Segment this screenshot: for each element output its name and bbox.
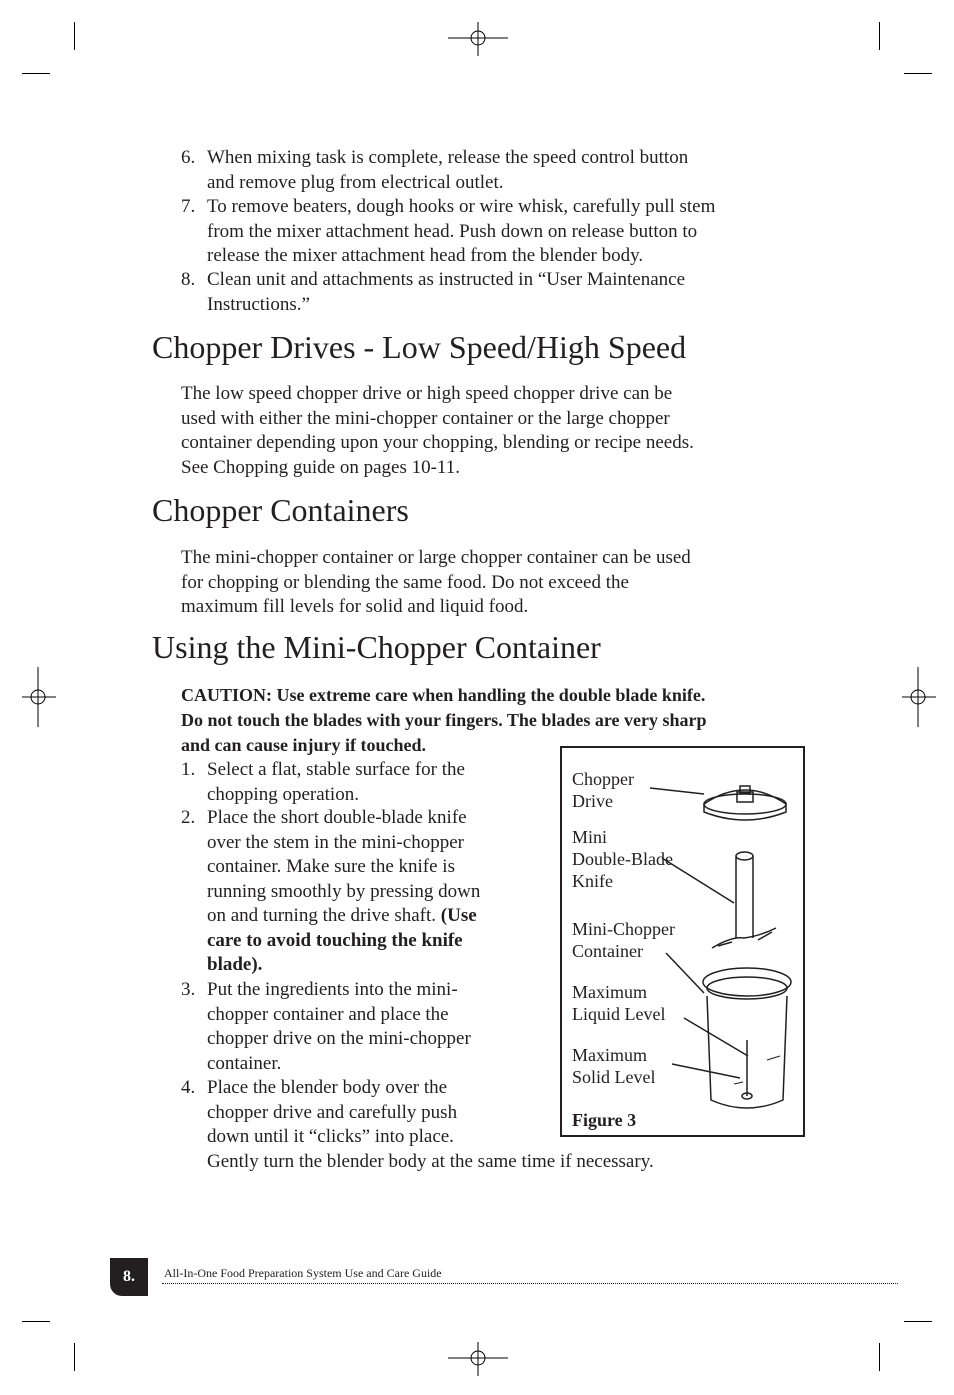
- section-heading: Chopper Drives - Low Speed/High Speed: [152, 329, 687, 365]
- registration-mark-icon: [902, 667, 936, 727]
- registration-mark-icon: [22, 667, 56, 727]
- section-heading: Chopper Containers: [152, 492, 409, 528]
- label-knife: Mini Double-Blade Knife: [572, 827, 673, 891]
- crop-mark: [904, 73, 932, 74]
- footer-title: All-In-One Food Preparation System Use and Care Guide: [164, 1266, 442, 1280]
- crop-mark: [22, 73, 50, 74]
- figure-caption: Figure 3: [572, 1110, 637, 1130]
- paragraph: The low speed chopper drive or high speed chopper drive can be used with either the mini-chopper container or the large chopper container depending upon your chopping, blending or recipe needs. See Chopping guide on pages 10-11.: [181, 383, 694, 478]
- label-container: Mini-Chopper Container: [572, 919, 675, 961]
- mini-chopper-illustration: [562, 748, 803, 1135]
- label-liquid-level: Maximum Liquid Level: [572, 982, 666, 1024]
- caution-text: CAUTION: Use extreme care when handling the double blade knife. Do not touch the blades with your fingers. The blades are very sharp and can cause injury if touched.: [181, 685, 707, 755]
- page-number: 8.: [110, 1258, 148, 1296]
- registration-mark-icon: [448, 1342, 508, 1376]
- footer-divider: [162, 1283, 898, 1284]
- crop-mark: [879, 1343, 880, 1371]
- crop-mark: [879, 22, 880, 50]
- label-chopper-drive: Chopper Drive: [572, 769, 634, 811]
- label-solid-level: Maximum Solid Level: [572, 1045, 656, 1087]
- paragraph: The mini-chopper container or large chopper container can be used for chopping or blending the same food. Do not exceed the maximum fill levels for solid and liquid food.: [181, 547, 691, 617]
- registration-mark-icon: [448, 22, 508, 56]
- crop-mark: [74, 1343, 75, 1371]
- crop-mark: [22, 1321, 50, 1322]
- figure-box: [560, 746, 805, 1137]
- crop-mark: [74, 22, 75, 50]
- crop-mark: [904, 1321, 932, 1322]
- section-heading: Using the Mini-Chopper Container: [152, 629, 601, 665]
